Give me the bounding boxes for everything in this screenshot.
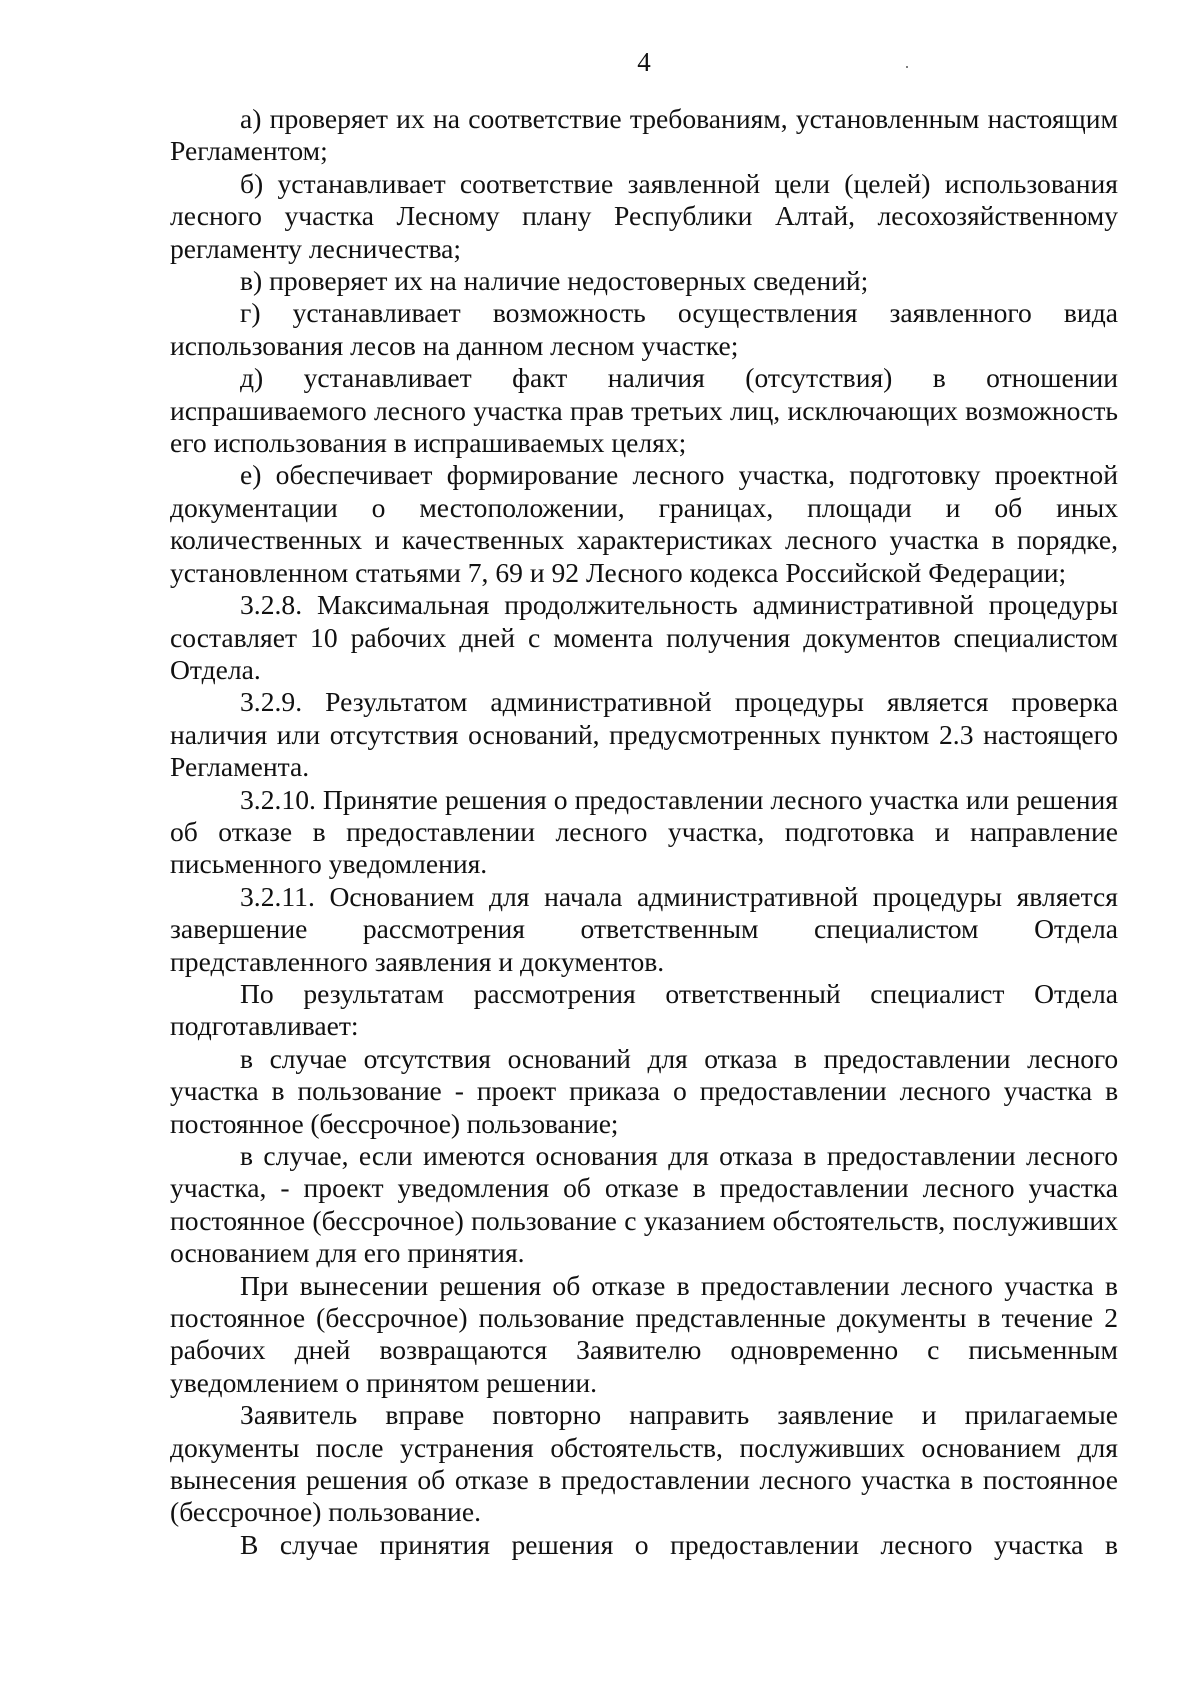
paragraph-d-third-party-rights: д) устанавливает факт наличия (отсутствия) в отношении испрашиваемого лесного участка прав третьих лиц, исключающих возможность его использования в испрашиваемых целях; <box>170 362 1118 459</box>
document-body <box>170 103 1118 1561</box>
paragraph-decision-granted: В случае принятия решения о предоставлении лесного участка в <box>240 1528 1118 1560</box>
paragraph-e-plot-formation: е) обеспечивает формирование лесного участка, подготовку проектной документации о местоположении, границах, площади и об иных количественных и качественных характеристиках лесного участка в порядке, установленном статьями 7, 69 и 92 Лесного кодекса Российской Федерации; <box>170 459 1118 588</box>
paragraph-3-2-8: 3.2.8. Максимальная продолжительность административной процедуры составляет 10 рабочих дней с момента получения документов специалистом Отдела. <box>170 589 1118 685</box>
paragraph-documents-return: При вынесении решения об отказе в предоставлении лесного участка в постоянное (бессрочное) пользование представленные документы в течение 2 рабочих дней возвращаются Заявителю одновременно с письменным уведомлением о принятом решении. <box>170 1269 1118 1398</box>
scan-speck <box>906 66 908 68</box>
paragraph-refusal-grounds: в случае, если имеются основания для отказа в предоставлении лесного участка, - проект уведомления об отказе в предоставлении лесного участка постоянное (бессрочное) пользование с указанием обстоятельств, послуживших основанием для его принятия. <box>170 1140 1118 1269</box>
paragraph-3-2-10: 3.2.10. Принятие решения о предоставлении лесного участка или решения об отказе в предоставлении лесного участка, подготовка и направление письменного уведомления. <box>170 783 1118 880</box>
paragraph-a-check-requirements: а) проверяет их на соответствие требованиям, установленным настоящим Регламентом; <box>170 103 1118 167</box>
paragraph-3-2-11: 3.2.11. Основанием для начала административной процедуры является завершение рассмотрения ответственным специалистом Отдела представленного заявления и документов. <box>170 880 1118 977</box>
paragraph-3-2-9: 3.2.9. Результатом административной процедуры является проверка наличия или отсутствия оснований, предусмотренных пунктом 2.3 настоящего Регламента. <box>170 686 1118 783</box>
page-number: 4 <box>637 47 651 77</box>
paragraph-g-use-possibility: г) устанавливает возможность осуществления заявленного вида использования лесов на данном лесном участке; <box>170 297 1118 361</box>
paragraph-no-refusal-grounds: в случае отсутствия оснований для отказа в предоставлении лесного участка в пользование - проект приказа о предоставлении лесного участка в постоянное (бессрочное) пользование; <box>170 1042 1118 1139</box>
paragraph-b-purpose-compliance: б) устанавливает соответствие заявленной цели (целей) использования лесного участка Лесному плану Республики Алтай, лесохозяйственному регламенту лесничества; <box>170 167 1118 264</box>
paragraph-v-false-information: в) проверяет их на наличие недостоверных сведений; <box>240 265 869 297</box>
paragraph-repeat-application: Заявитель вправе повторно направить заявление и прилагаемые документы после устранения обстоятельств, послуживших основанием для вынесения решения об отказе в предоставлении лесного участка в постоянное (бессрочное) пользование. <box>170 1399 1118 1528</box>
paragraph-review-results: По результатам рассмотрения ответственный специалист Отдела подготавливает: <box>170 977 1118 1042</box>
